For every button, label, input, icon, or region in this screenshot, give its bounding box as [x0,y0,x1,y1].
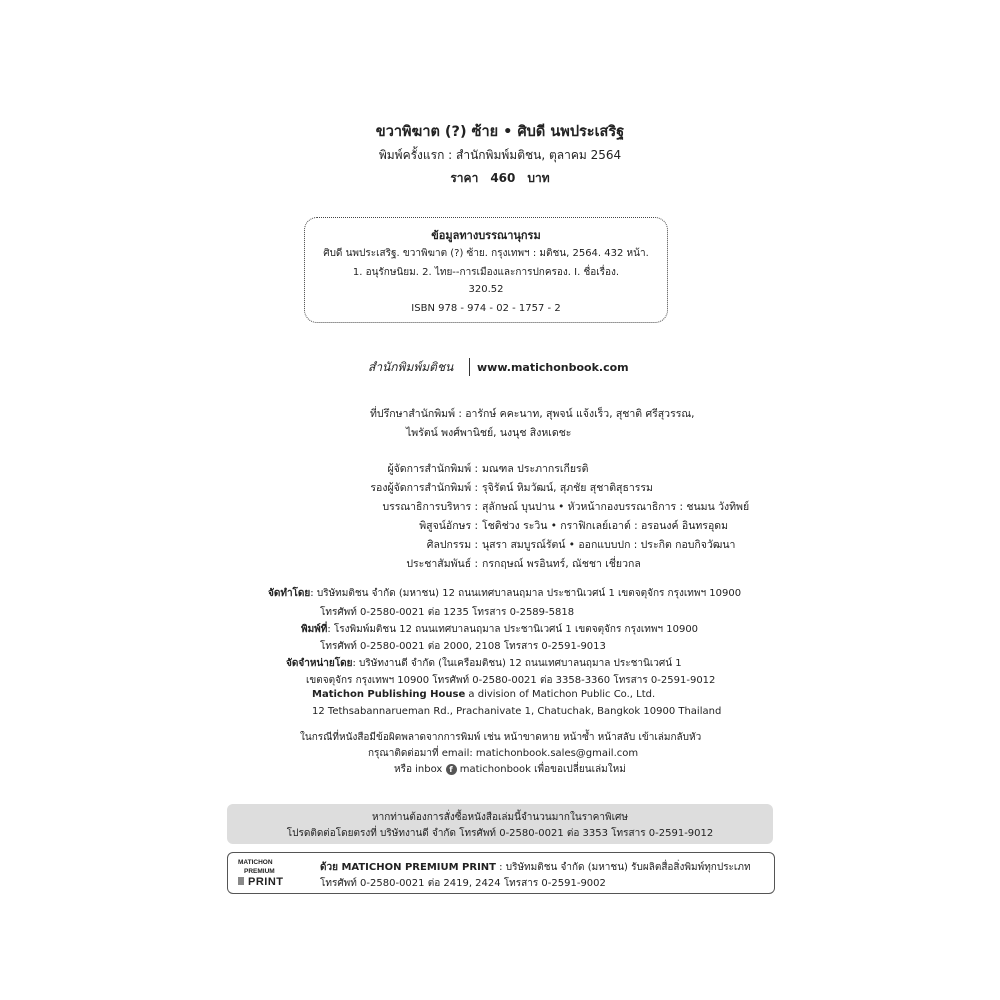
made-by-line [268,586,741,601]
staff-label: บรรณาธิการบริหาร : [382,501,478,513]
staff-value: มณฑล ประภากรเกียรติ [482,463,589,475]
english-publisher-line [312,689,655,700]
distributor-contact: เขตจตุจักร กรุงเทพฯ 10900 โทรศัพท์ 0-2580-0021 ต่อ 3358-3360 โทรสาร 0-2591-9012 [306,675,716,686]
logo-text: MATICHON [238,859,273,866]
staff-value: สุลักษณ์ บุนปาน • หัวหน้ากองบรรณาธิการ : ชนมน วังทิพย์ [482,501,750,513]
inbox-text: หรือ inbox [394,764,443,775]
staff-row [300,517,800,536]
defect-notice-line: ในกรณีที่หนังสือมีข้อผิดพลาดจากการพิมพ์ เช่น หน้าขาดหาย หน้าซ้ำ หน้าสลับ เข้าเล่มกลับหัว [300,732,702,743]
cataloging-box [304,217,668,323]
premium-print-contact: โทรศัพท์ 0-2580-0021 ต่อ 2419, 2424 โทรสาร 0-2591-9002 [320,878,606,889]
made-by-label: จัดทำโดย [268,588,311,599]
bulk-order-line: โปรดติดต่อโดยตรงที่ บริษัทงานดี จำกัด โทรศัพท์ 0-2580-0021 ต่อ 3353 โทรสาร 0-2591-9012 [286,828,714,839]
premium-print-box [227,852,775,894]
distributor-label: จัดจำหน่ายโดย [286,658,353,669]
publisher-logo: สำนักพิมพ์มติชน [368,360,454,374]
advisors-line: ไพรัตน์ พงศ์พานิชย์, นงนุช สิงหเดชะ [406,427,572,439]
defect-notice-inbox [394,762,626,777]
staff-row [300,555,800,574]
staff-row [300,479,800,498]
printed-at-text: : โรงพิมพ์มติชน 12 ถนนเทศบาลนฤมาล ประชานิเวศน์ 1 เขตจตุจักร กรุงเทพฯ 10900 [327,624,699,635]
book-title: ขวาพิฆาต (?) ซ้าย • ศิบดี นพประเสริฐ [375,124,625,140]
first-print-info: พิมพ์ครั้งแรก : สำนักพิมพ์มติชน, ตุลาคม 2564 [378,148,622,162]
printed-at-contact: โทรศัพท์ 0-2580-0021 ต่อ 2000, 2108 โทรสาร 0-2591-9013 [320,641,606,652]
english-publisher-text: a division of Matichon Public Co., Ltd. [465,689,656,700]
staff-row [300,460,800,479]
facebook-page-text: matichonbook เพื่อขอเปลี่ยนเล่มใหม่ [459,764,626,775]
price-line [0,169,1000,188]
english-address: 12 Tethsabannarueman Rd., Prachanivate 1, Chatuchak, Bangkok 10900 Thailand [312,706,722,717]
advisors-line: ที่ปรึกษาสำนักพิมพ์ : อารักษ์ คคะนาท, สุพจน์ แจ้งเร็ว, สุชาติ ศรีสุวรรณ, [370,408,695,420]
staff-label: ประชาสัมพันธ์ : [406,558,478,570]
distributor-text: : บริษัทงานดี จำกัด (ในเครือมติชน) 12 ถนนเทศบาลนฤมาล ประชานิเวศน์ 1 [352,658,682,669]
cataloging-line: 1. อนุรักษนิยม. 2. ไทย--การเมืองและการปกครอง. I. ชื่อเรื่อง. [352,267,620,278]
printed-at-label: พิมพ์ที่ [301,624,328,635]
premium-print-logo [238,857,292,889]
staff-value: กรกฤษณ์ พรอินทร์, ณัชชา เชี่ยวกล [482,558,641,570]
staff-value: นุสรา สมบูรณ์รัตน์ • ออกแบบปก : ประกิต กอบกิจวัฒนา [482,539,736,551]
price-value: 460 [490,171,516,185]
made-by-contact: โทรศัพท์ 0-2580-0021 ต่อ 1235 โทรสาร 0-2589-5818 [320,607,575,618]
staff-row [300,536,800,555]
logo-text: PRINT [248,876,284,888]
staff-label: ผู้จัดการสำนักพิมพ์ : [387,463,478,475]
logo-mark-icon [238,877,244,885]
english-publisher-name: Matichon Publishing House [312,689,466,700]
cataloging-line: ศิบดี นพประเสริฐ. ขวาพิฆาต (?) ซ้าย. กรุงเทพฯ : มติชน, 2564. 432 หน้า. [323,248,649,259]
staff-row [300,498,800,517]
price-unit: บาท [527,171,550,185]
premium-print-text: : บริษัทมติชน จำกัด (มหาชน) รับผลิตสื่อสิ่งพิมพ์ทุกประเภท [496,862,751,873]
publisher-website[interactable]: www.matichonbook.com [477,361,629,374]
cataloging-heading: ข้อมูลทางบรรณานุกรม [431,229,541,242]
staff-label: ศิลปกรรม : [426,539,478,551]
defect-notice-email: กรุณาติดต่อมาที่ email: matichonbook.sales@gmail.com [368,748,639,759]
made-by-text: : บริษัทมติชน จำกัด (มหาชน) 12 ถนนเทศบาลนฤมาล ประชานิเวศน์ 1 เขตจตุจักร กรุงเทพฯ 10900 [310,588,742,599]
staff-label: พิสูจน์อักษร : [419,520,478,532]
premium-print-name: ด้วย MATICHON PREMIUM PRINT [320,862,496,873]
facebook-icon: f [446,764,457,775]
premium-print-line [320,860,751,875]
price-label: ราคา [450,171,479,185]
staff-list [300,460,800,574]
distributor-line [286,656,682,671]
cataloging-isbn: ISBN 978 - 974 - 02 - 1757 - 2 [411,303,561,314]
divider [469,358,470,376]
cataloging-classification: 320.52 [468,284,504,295]
logo-text: PREMIUM [244,868,275,875]
printed-at-line [301,622,698,637]
staff-value: รุจิรัตน์ หิมวัฒน์, สุภชัย สุชาติสุธารรม [482,482,653,494]
staff-label: รองผู้จัดการสำนักพิมพ์ : [370,482,478,494]
bulk-order-line: หากท่านต้องการสั่งซื้อหนังสือเล่มนี้จำนวนมากในราคาพิเศษ [372,812,628,823]
staff-value: โชติช่วง ระวิน • กราฟิกเลย์เอาต์ : อรอนงค์ อินทรอุดม [482,520,728,532]
bulk-order-box [227,804,773,844]
